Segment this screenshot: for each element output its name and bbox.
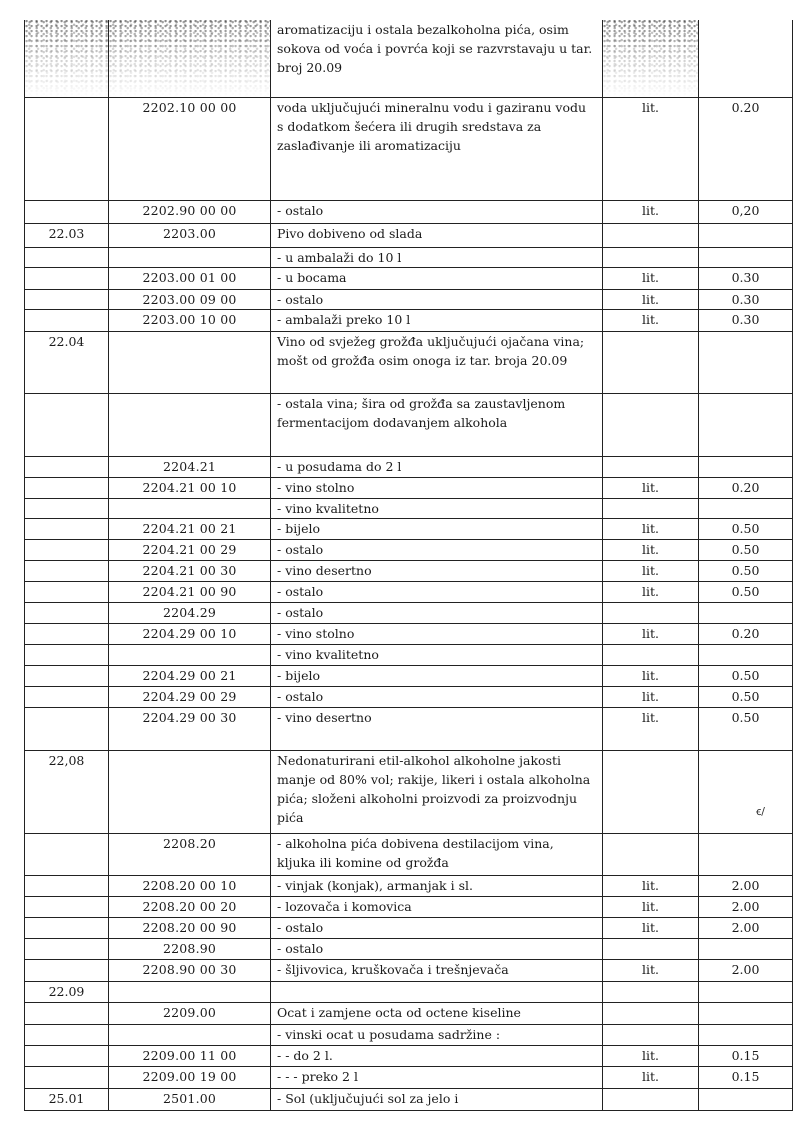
tariff-heading-cell: [25, 1002, 109, 1024]
rate-cell: 2.00: [699, 875, 793, 896]
table-row: [25, 896, 793, 917]
tariff-heading-cell: [25, 539, 109, 560]
rate-cell: 0.50: [699, 539, 793, 560]
tariff-heading-cell: [25, 833, 109, 875]
description-cell: Vino od svježeg grožđa uključujući ojačana vina; mošt od grožđa osim onoga iz tar. broja 20.09: [271, 331, 603, 393]
unit-cell: [603, 331, 699, 393]
description-cell: - ambalaži preko 10 l: [271, 309, 603, 331]
tariff-code-cell: 2204.21 00 29: [109, 539, 271, 560]
unit-cell: [603, 20, 699, 97]
unit-cell: lit.: [603, 560, 699, 581]
rate-cell: [699, 498, 793, 518]
table-row: [25, 686, 793, 707]
unit-cell: [603, 644, 699, 665]
unit-cell: lit.: [603, 97, 699, 200]
tariff-code-cell: 2208.20 00 20: [109, 896, 271, 917]
table-row: [25, 1024, 793, 1045]
description-cell: - vino stolno: [271, 623, 603, 644]
rate-cell: 0.15: [699, 1045, 793, 1066]
tariff-heading-cell: [25, 498, 109, 518]
table-row: [25, 1002, 793, 1024]
tariff-code-cell: 2204.29 00 10: [109, 623, 271, 644]
description-cell: - - do 2 l.: [271, 1045, 603, 1066]
table-row: [25, 1066, 793, 1088]
rate-cell: 0.30: [699, 289, 793, 309]
table-row: [25, 498, 793, 518]
tariff-code-cell: 2209.00: [109, 1002, 271, 1024]
unit-cell: [603, 393, 699, 456]
tariff-code-cell: 2204.21 00 90: [109, 581, 271, 602]
tariff-code-cell: [109, 644, 271, 665]
table-row: [25, 750, 793, 833]
table-row: [25, 623, 793, 644]
unit-cell: lit.: [603, 623, 699, 644]
unit-cell: lit.: [603, 518, 699, 539]
description-cell: - ostalo: [271, 917, 603, 938]
description-cell: - u bocama: [271, 267, 603, 289]
tariff-code-cell: 2204.29: [109, 602, 271, 623]
unit-cell: [603, 938, 699, 959]
unit-cell: lit.: [603, 875, 699, 896]
description-cell: - ostalo: [271, 539, 603, 560]
tariff-code-cell: 2209.00 19 00: [109, 1066, 271, 1088]
tariff-code-cell: 2204.21: [109, 456, 271, 477]
description-cell: - vinski ocat u posudama sadržine :: [271, 1024, 603, 1045]
description-cell: - - - preko 2 l: [271, 1066, 603, 1088]
description-cell: - vino stolno: [271, 477, 603, 498]
description-cell: - ostala vina; šira od grožđa sa zaustavljenom fermentacijom dodavanjem alkohola: [271, 393, 603, 456]
rate-cell: 0.20: [699, 477, 793, 498]
description-cell: - šljivovica, kruškovača i trešnjevača: [271, 959, 603, 981]
rate-cell: [699, 1024, 793, 1045]
rate-cell: 0.50: [699, 560, 793, 581]
rate-cell: [699, 223, 793, 247]
description-cell: - vinjak (konjak), armanjak i sl.: [271, 875, 603, 896]
table-row: [25, 981, 793, 1002]
table-row: [25, 518, 793, 539]
tariff-code-cell: 2209.00 11 00: [109, 1045, 271, 1066]
rate-cell: [699, 247, 793, 267]
unit-cell: [603, 223, 699, 247]
rate-cell: 0.20: [699, 97, 793, 200]
rate-cell: [699, 938, 793, 959]
tariff-code-cell: 2202.90 00 00: [109, 200, 271, 223]
rate-cell: 0.50: [699, 707, 793, 750]
tariff-code-cell: 2204.29 00 29: [109, 686, 271, 707]
tariff-heading-cell: [25, 1045, 109, 1066]
tariff-heading-cell: [25, 1066, 109, 1088]
rate-cell: [699, 833, 793, 875]
description-cell: - ostalo: [271, 938, 603, 959]
unit-cell: [603, 247, 699, 267]
tariff-code-cell: 2203.00 09 00: [109, 289, 271, 309]
unit-cell: [603, 1024, 699, 1045]
rate-cell: 0,20: [699, 200, 793, 223]
tariff-heading-cell: [25, 686, 109, 707]
table-row: [25, 200, 793, 223]
tariff-code-cell: 2204.21 00 10: [109, 477, 271, 498]
tariff-heading-cell: [25, 581, 109, 602]
tariff-code-cell: [109, 498, 271, 518]
unit-cell: [603, 498, 699, 518]
table-row: [25, 665, 793, 686]
tariff-heading-cell: [25, 456, 109, 477]
tariff-heading-cell: [25, 477, 109, 498]
rate-cell: 0.50: [699, 581, 793, 602]
tariff-code-cell: 2208.20 00 10: [109, 875, 271, 896]
tariff-heading-cell: 22,08: [25, 750, 109, 833]
rate-cell: 2.00: [699, 917, 793, 938]
rate-cell: [699, 1088, 793, 1110]
unit-cell: [603, 750, 699, 833]
unit-cell: lit.: [603, 539, 699, 560]
tariff-heading-cell: [25, 917, 109, 938]
rate-cell: [699, 981, 793, 1002]
unit-cell: [603, 981, 699, 1002]
tariff-heading-cell: [25, 665, 109, 686]
description-cell: Nedonaturirani etil-alkohol alkoholne jakosti manje od 80% vol; rakije, likeri i ostala alkoholna pića; složeni alkoholni proizvodi za proizvodnju pića: [271, 750, 603, 833]
description-cell: aromatizaciju i ostala bezalkoholna pića, osim sokova od voća i povrća koji se razvrstavaju u tar. broj 20.09: [271, 20, 603, 97]
description-cell: - ostalo: [271, 200, 603, 223]
rate-cell: 0.20: [699, 623, 793, 644]
tariff-code-cell: 2501.00: [109, 1088, 271, 1110]
tariff-code-cell: 2203.00 01 00: [109, 267, 271, 289]
tariff-table-body: [25, 20, 793, 1110]
table-row: [25, 581, 793, 602]
table-row: [25, 247, 793, 267]
unit-cell: [603, 1002, 699, 1024]
unit-cell: lit.: [603, 200, 699, 223]
tariff-code-cell: 2202.10 00 00: [109, 97, 271, 200]
tariff-code-cell: 2208.20 00 90: [109, 917, 271, 938]
description-cell: - u posudama do 2 l: [271, 456, 603, 477]
table-row: [25, 309, 793, 331]
tariff-heading-cell: [25, 875, 109, 896]
unit-cell: lit.: [603, 896, 699, 917]
unit-cell: lit.: [603, 686, 699, 707]
tariff-code-cell: [109, 20, 271, 97]
tariff-heading-cell: [25, 896, 109, 917]
rate-cell: 0.50: [699, 686, 793, 707]
unit-cell: lit.: [603, 581, 699, 602]
table-row: [25, 917, 793, 938]
description-cell: - vino kvalitetno: [271, 644, 603, 665]
table-row: [25, 267, 793, 289]
rate-cell: 2.00: [699, 959, 793, 981]
tariff-code-cell: 2204.29 00 30: [109, 707, 271, 750]
unit-cell: [603, 456, 699, 477]
unit-cell: lit.: [603, 477, 699, 498]
tariff-code-cell: [109, 750, 271, 833]
description-cell: - alkoholna pića dobivena destilacijom vina, kljuka ili komine od grožđa: [271, 833, 603, 875]
tariff-heading-cell: [25, 959, 109, 981]
unit-cell: lit.: [603, 289, 699, 309]
tariff-code-cell: [109, 981, 271, 1002]
table-row: [25, 456, 793, 477]
tariff-heading-cell: [25, 289, 109, 309]
table-row: [25, 289, 793, 309]
tariff-code-cell: 2204.21 00 21: [109, 518, 271, 539]
tariff-code-cell: 2208.90: [109, 938, 271, 959]
tariff-code-cell: 2203.00 10 00: [109, 309, 271, 331]
unit-cell: lit.: [603, 665, 699, 686]
tariff-heading-cell: [25, 247, 109, 267]
tariff-heading-cell: [25, 1024, 109, 1045]
tariff-heading-cell: 22.09: [25, 981, 109, 1002]
table-row: [25, 560, 793, 581]
rate-cell: 2.00: [699, 896, 793, 917]
description-cell: - ostalo: [271, 686, 603, 707]
unit-cell: lit.: [603, 1066, 699, 1088]
table-row: [25, 97, 793, 200]
tariff-code-cell: 2208.90 00 30: [109, 959, 271, 981]
rate-cell: [699, 602, 793, 623]
tariff-heading-cell: 25.01: [25, 1088, 109, 1110]
tariff-code-cell: [109, 1024, 271, 1045]
tariff-heading-cell: [25, 20, 109, 97]
tariff-code-cell: [109, 393, 271, 456]
table-row: [25, 833, 793, 875]
unit-cell: lit.: [603, 267, 699, 289]
unit-cell: lit.: [603, 959, 699, 981]
tariff-code-cell: 2204.21 00 30: [109, 560, 271, 581]
description-cell: Ocat i zamjene octa od octene kiseline: [271, 1002, 603, 1024]
table-row: [25, 539, 793, 560]
table-row: [25, 20, 793, 97]
unit-cell: [603, 833, 699, 875]
description-cell: - lozovača i komovica: [271, 896, 603, 917]
rate-cell: [699, 644, 793, 665]
description-cell: - vino kvalitetno: [271, 498, 603, 518]
rate-cell: [699, 1002, 793, 1024]
description-cell: - bijelo: [271, 665, 603, 686]
tariff-code-cell: 2204.29 00 21: [109, 665, 271, 686]
rate-cell: [699, 456, 793, 477]
margin-handwritten-mark: ꞓ/: [756, 805, 765, 818]
table-row: [25, 959, 793, 981]
rate-cell: 0.15: [699, 1066, 793, 1088]
tariff-heading-cell: [25, 644, 109, 665]
description-cell: - bijelo: [271, 518, 603, 539]
tariff-heading-cell: [25, 309, 109, 331]
description-cell: - vino desertno: [271, 707, 603, 750]
table-row: [25, 393, 793, 456]
table-row: [25, 223, 793, 247]
unit-cell: lit.: [603, 1045, 699, 1066]
description-cell: [271, 981, 603, 1002]
description-cell: - vino desertno: [271, 560, 603, 581]
table-row: [25, 1088, 793, 1110]
rate-cell: 0.30: [699, 267, 793, 289]
table-row: [25, 331, 793, 393]
description-cell: voda uključujući mineralnu vodu i gaziranu vodu s dodatkom šećera ili drugih sredstava za zaslađivanje ili aromatizaciju: [271, 97, 603, 200]
table-row: [25, 707, 793, 750]
unit-cell: [603, 602, 699, 623]
table-row: [25, 477, 793, 498]
description-cell: Pivo dobiveno od slada: [271, 223, 603, 247]
tariff-heading-cell: [25, 200, 109, 223]
table-row: [25, 1045, 793, 1066]
table-row: [25, 644, 793, 665]
tariff-heading-cell: 22.04: [25, 331, 109, 393]
tariff-code-cell: 2208.20: [109, 833, 271, 875]
unit-cell: [603, 1088, 699, 1110]
tariff-heading-cell: [25, 560, 109, 581]
tariff-heading-cell: [25, 267, 109, 289]
rate-cell: 0.30: [699, 309, 793, 331]
rate-cell: [699, 750, 793, 833]
unit-cell: lit.: [603, 707, 699, 750]
tariff-heading-cell: [25, 938, 109, 959]
tariff-heading-cell: [25, 393, 109, 456]
tariff-heading-cell: [25, 623, 109, 644]
tariff-code-cell: 2203.00: [109, 223, 271, 247]
tariff-heading-cell: 22.03: [25, 223, 109, 247]
table-row: [25, 938, 793, 959]
description-cell: - Sol (uključujući sol za jelo i: [271, 1088, 603, 1110]
rate-cell: [699, 331, 793, 393]
unit-cell: lit.: [603, 309, 699, 331]
tariff-code-cell: [109, 331, 271, 393]
description-cell: - u ambalaži do 10 l: [271, 247, 603, 267]
tariff-table: [24, 20, 793, 1111]
table-row: [25, 602, 793, 623]
tariff-heading-cell: [25, 97, 109, 200]
description-cell: - ostalo: [271, 581, 603, 602]
tariff-heading-cell: [25, 518, 109, 539]
description-cell: - ostalo: [271, 289, 603, 309]
tariff-code-cell: [109, 247, 271, 267]
rate-cell: 0.50: [699, 665, 793, 686]
description-cell: - ostalo: [271, 602, 603, 623]
table-row: [25, 875, 793, 896]
rate-cell: [699, 393, 793, 456]
rate-cell: [699, 20, 793, 97]
unit-cell: lit.: [603, 917, 699, 938]
tariff-heading-cell: [25, 707, 109, 750]
tariff-heading-cell: [25, 602, 109, 623]
rate-cell: 0.50: [699, 518, 793, 539]
